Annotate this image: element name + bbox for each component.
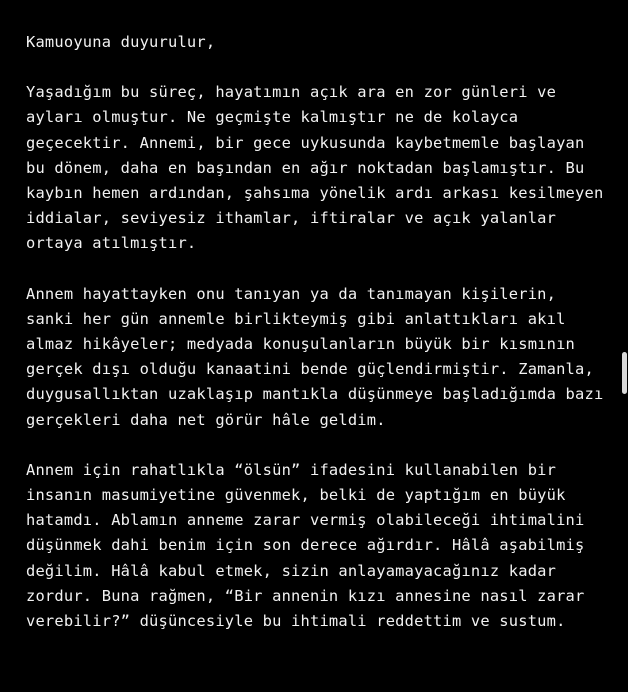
statement-paragraph: Yaşadığım bu süreç, hayatımın açık ara en zor günleri ve ayları olmuştur. Ne geçmişte kalmıştır ne de kolayca geçecektir. Annemi, bir gece uykusunda kaybetmemle başlayan bu dönem, daha en başından en ağır noktadan başlamıştır. Bu kaybın hemen ardından, şahsıma yönelik ardı arkası kesilmeyen iddialar, seviyesiz ithamlar, iftiralar ve açık yalanlar ortaya atılmıştır. <box>26 83 613 253</box>
statement-paragraph: Annem hayattayken onu tanıyan ya da tanımayan kişilerin, sanki her gün annemle birlikteymiş gibi anlattıkları akıl almaz hikâyeler; medyada konuşulanların büyük bir kısmının gerçek dışı olduğu kanaatini bende güçlendirmiştir. Zamanla, duygusallıktan uzaklaşıp mantıkla düşünmeye başladığımda bazı gerçekleri daha net görür hâle geldim. <box>26 284 613 429</box>
statement-paragraph: Annem için rahatlıkla “ölsün” ifadesini kullanabilen bir insanın masumiyetine güvenmek, belki de yaptığım en büyük hatamdı. Ablamın anneme zarar vermiş olabileceği ihtimalini düşünmek dahi benim için son derece ağırdır. Hâlâ aşabilmiş değilim. Hâlâ kabul etmek, sizin anlayamayacağınız kadar zordur. Buna rağmen, “Bir annenin kızı annesine nasıl zarar verebilir?” düşüncesiyle bu ihtimali reddettim ve sustum. <box>26 460 594 631</box>
statement-heading: Kamuoyuna duyurulur, <box>26 33 216 51</box>
scrollbar-thumb[interactable] <box>622 352 627 394</box>
vertical-scrollbar[interactable] <box>622 0 628 692</box>
